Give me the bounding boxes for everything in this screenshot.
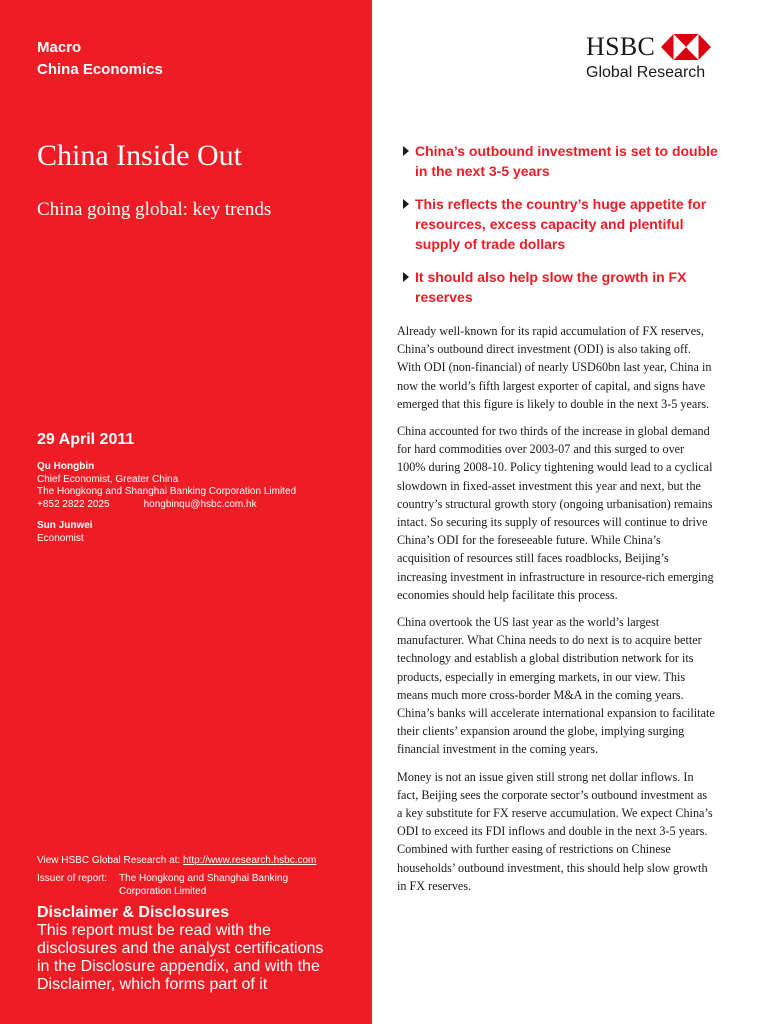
issuer-value-line: Corporation Limited	[119, 885, 207, 897]
author-title: Economist	[37, 532, 84, 544]
series-macro: Macro	[37, 39, 82, 56]
series-china-economics: China Economics	[37, 61, 163, 78]
disclaimer-heading: Disclaimer & Disclosures	[37, 904, 230, 921]
key-point	[400, 267, 730, 307]
bullet-triangle-icon	[403, 199, 409, 209]
issuer-label: Issuer of report:	[37, 873, 108, 884]
body-paragraph: Already well-known for its rapid accumulation of FX reserves, China’s outbound direct investment (ODI) is also taking off. With ODI (non-financial) of nearly USD60bn last year, China in now the world’s fifth largest exporter of capital, and signs have emerged that this figure is likely to double in the next 3-5 years.	[397, 324, 712, 411]
series-label	[37, 37, 163, 81]
summary-body	[397, 322, 715, 904]
global-research-label: Global Research	[586, 64, 706, 81]
research-url-link[interactable]: http://www.research.hsbc.com	[183, 855, 317, 866]
key-point-text: It should also help slow the growth in FX reserves	[415, 269, 687, 305]
key-point	[400, 194, 730, 254]
issuer-value	[119, 873, 319, 898]
author-block	[37, 461, 357, 545]
body-paragraph: Money is not an issue given still strong net dollar inflows. In fact, Beijing sees the corporate sector’s outbound investment as a key substitute for FX reserve accumulation. We expect China’s ODI to exceed its FDI inflows and double in the next 3-5 years. Combined with further easing of restrictions on Chinese households’ outbound investment, this should help slow growth in FX reserves.	[397, 769, 713, 893]
author-phone: +852 2822 2025	[37, 498, 110, 510]
bullet-triangle-icon	[403, 146, 409, 156]
report-subtitle: China going global: key trends	[37, 199, 272, 220]
key-point-text: This reflects the country’s huge appetite for resources, excess capacity and plentiful supply of trade dollars	[415, 196, 707, 252]
report-title: China Inside Out	[37, 139, 242, 172]
body-paragraph: China overtook the US last year as the world’s largest manufacturer. What China needs to do next is to acquire better technology and establish a global distribution network for its products, especially in emerging markets, in our view. This means much more cross-border M&A in the coming years. China’s banks will accelerate international expansion to facilitate their clients’ expansion around the globe, implying surging financial investment in the coming years.	[397, 615, 715, 757]
author-name: Sun Junwei	[37, 520, 93, 531]
cover-red-panel	[0, 0, 372, 1024]
body-paragraph: China accounted for two thirds of the increase in global demand for hard commodities over 2003-07 and this surged to over 100% during 2008-10. Policy tightening would lead to a cyclical slowdown in fixed-asset investment this year and next, but the country’s structural growth story (ongoing urbanisation) remains intact. So securing its supply of resources will continue to drive China’s ODI for the foreseeable future. While China’s acquisition of resources still faces roadblocks, Beijing’s increasing investment in infrastructure in resource-rich emerging economies should help facilitate this process.	[397, 424, 714, 602]
issuer-line	[37, 873, 319, 898]
bullet-triangle-icon	[403, 272, 409, 282]
author-title: Chief Economist, Greater China	[37, 473, 179, 485]
hsbc-wordmark: HSBC	[586, 32, 656, 61]
research-link-line	[37, 855, 316, 866]
hsbc-logo	[586, 33, 711, 82]
author-email-link[interactable]: hongbinqu@hsbc.com.hk	[143, 498, 257, 510]
author-contact	[37, 499, 357, 512]
report-date: 29 April 2011	[37, 431, 135, 448]
key-point	[400, 141, 730, 181]
author-organisation: The Hongkong and Shanghai Banking Corporation Limited	[37, 486, 297, 497]
key-point-text: China’s outbound investment is set to double in the next 3-5 years	[415, 143, 718, 179]
research-link-label: View HSBC Global Research at:	[37, 855, 183, 866]
disclaimer-text: This report must be read with the disclosures and the analyst certifications in the Disclosure appendix, and with the Disclaimer, which forms part of it	[37, 922, 324, 993]
hsbc-hexagon-icon	[661, 34, 711, 60]
author-name: Qu Hongbin	[37, 461, 95, 472]
issuer-value-line: The Hongkong and Shanghai Banking	[119, 873, 289, 884]
key-points	[400, 141, 730, 320]
